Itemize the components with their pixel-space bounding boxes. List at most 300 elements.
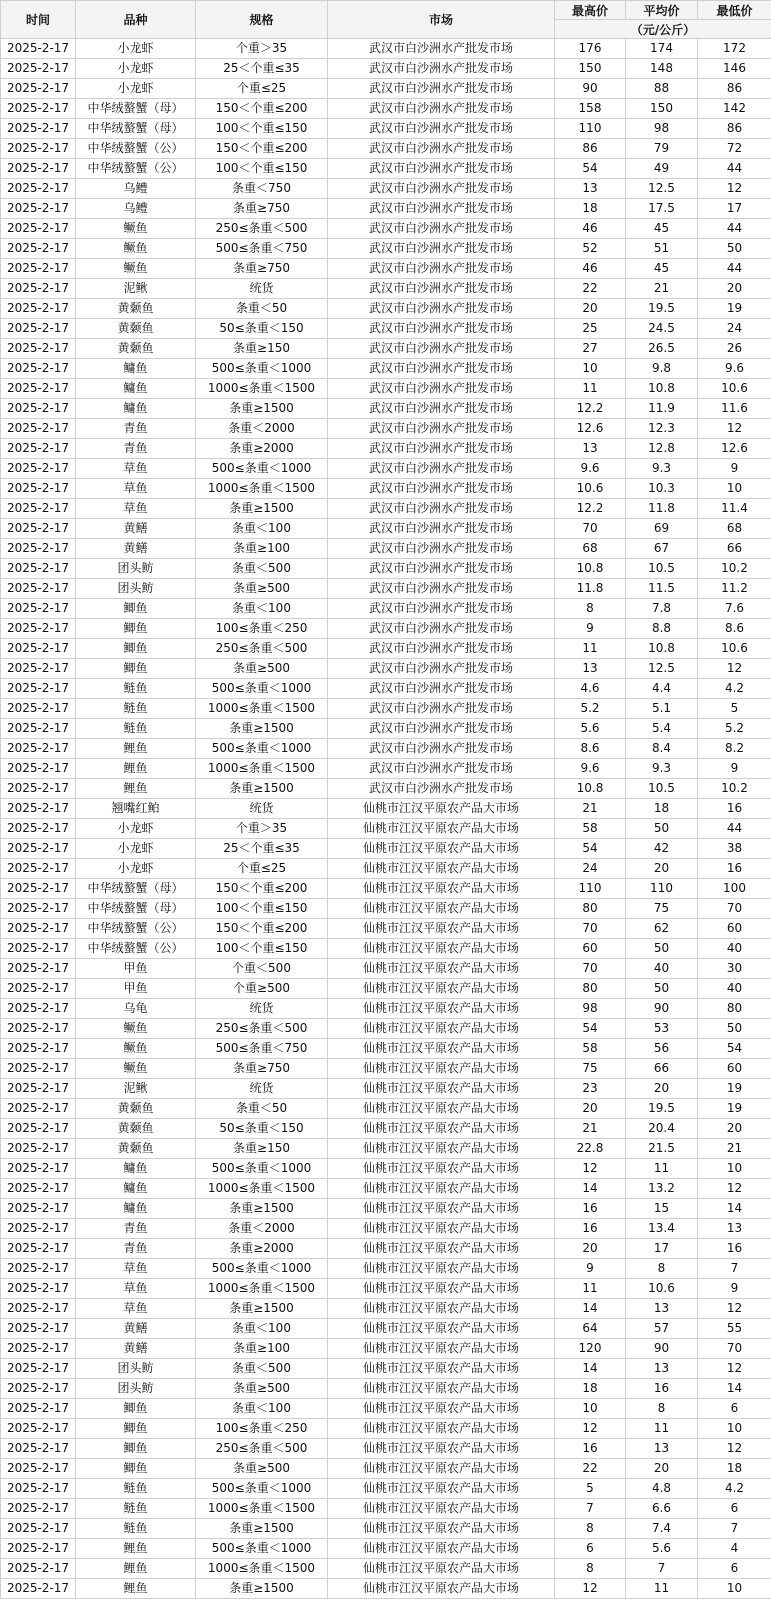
- avg-price-cell: 7.8: [626, 599, 698, 619]
- avg-price-cell: 49: [626, 159, 698, 179]
- variety-cell: 鲫鱼: [76, 619, 196, 639]
- avg-price-cell: 18: [626, 799, 698, 819]
- spec-cell: 条重≥2000: [196, 439, 328, 459]
- max-price-cell: 158: [555, 99, 626, 119]
- avg-price-cell: 20.4: [626, 1119, 698, 1139]
- max-price-cell: 23: [555, 1079, 626, 1099]
- table-row: [1, 1559, 771, 1579]
- table-row: [1, 599, 771, 619]
- min-price-cell: 12: [698, 1359, 771, 1379]
- date-cell: 2025-2-17: [1, 819, 76, 839]
- spec-cell: 条重＜2000: [196, 1219, 328, 1239]
- min-price-cell: 4: [698, 1539, 771, 1559]
- table-row: [1, 1459, 771, 1479]
- date-cell: 2025-2-17: [1, 959, 76, 979]
- min-price-cell: 12: [698, 179, 771, 199]
- max-price-cell: 20: [555, 1239, 626, 1259]
- market-cell: 武汉市白沙洲水产批发市场: [328, 79, 555, 99]
- avg-price-cell: 13: [626, 1359, 698, 1379]
- market-cell: 仙桃市江汉平原农产品大市场: [328, 1399, 555, 1419]
- table-row: [1, 1079, 771, 1099]
- max-price-cell: 70: [555, 959, 626, 979]
- min-price-cell: 10.2: [698, 779, 771, 799]
- max-price-cell: 120: [555, 1339, 626, 1359]
- avg-price-cell: 7: [626, 1559, 698, 1579]
- market-cell: 武汉市白沙洲水产批发市场: [328, 239, 555, 259]
- date-cell: 2025-2-17: [1, 659, 76, 679]
- date-cell: 2025-2-17: [1, 859, 76, 879]
- market-cell: 仙桃市江汉平原农产品大市场: [328, 1519, 555, 1539]
- min-price-cell: 18: [698, 1459, 771, 1479]
- min-price-cell: 40: [698, 979, 771, 999]
- table-row: [1, 919, 771, 939]
- max-price-cell: 52: [555, 239, 626, 259]
- spec-cell: 1000≤条重＜1500: [196, 699, 328, 719]
- date-cell: 2025-2-17: [1, 419, 76, 439]
- spec-cell: 个重≤25: [196, 859, 328, 879]
- variety-cell: 乌龟: [76, 999, 196, 1019]
- market-cell: 武汉市白沙洲水产批发市场: [328, 219, 555, 239]
- table-row: [1, 1539, 771, 1559]
- spec-cell: 100＜个重≤150: [196, 939, 328, 959]
- market-cell: 仙桃市江汉平原农产品大市场: [328, 819, 555, 839]
- variety-cell: 鲤鱼: [76, 1579, 196, 1599]
- market-cell: 仙桃市江汉平原农产品大市场: [328, 1219, 555, 1239]
- spec-cell: 1000≤条重＜1500: [196, 759, 328, 779]
- avg-price-cell: 21.5: [626, 1139, 698, 1159]
- variety-cell: 甲鱼: [76, 959, 196, 979]
- min-price-cell: 66: [698, 539, 771, 559]
- max-price-cell: 12: [555, 1159, 626, 1179]
- avg-price-cell: 9.3: [626, 459, 698, 479]
- date-cell: 2025-2-17: [1, 1279, 76, 1299]
- table-row: [1, 79, 771, 99]
- variety-cell: 乌鳢: [76, 199, 196, 219]
- market-cell: 仙桃市江汉平原农产品大市场: [328, 1559, 555, 1579]
- variety-cell: 中华绒螯蟹（公）: [76, 159, 196, 179]
- max-price-cell: 24: [555, 859, 626, 879]
- min-price-cell: 5: [698, 699, 771, 719]
- spec-cell: 条重＜50: [196, 1099, 328, 1119]
- spec-cell: 250≤条重＜500: [196, 1439, 328, 1459]
- spec-cell: 50≤条重＜150: [196, 1119, 328, 1139]
- market-cell: 武汉市白沙洲水产批发市场: [328, 599, 555, 619]
- spec-cell: 100≤条重＜250: [196, 1419, 328, 1439]
- max-price-cell: 6: [555, 1539, 626, 1559]
- max-price-cell: 11: [555, 1279, 626, 1299]
- variety-cell: 黄颡鱼: [76, 1119, 196, 1139]
- max-price-cell: 4.6: [555, 679, 626, 699]
- date-cell: 2025-2-17: [1, 879, 76, 899]
- min-price-cell: 9: [698, 759, 771, 779]
- min-price-cell: 12: [698, 1179, 771, 1199]
- spec-cell: 500≤条重＜1000: [196, 1259, 328, 1279]
- table-row: [1, 279, 771, 299]
- market-cell: 仙桃市江汉平原农产品大市场: [328, 1579, 555, 1599]
- date-cell: 2025-2-17: [1, 779, 76, 799]
- market-cell: 仙桃市江汉平原农产品大市场: [328, 1379, 555, 1399]
- variety-cell: 黄颡鱼: [76, 1099, 196, 1119]
- market-cell: 仙桃市江汉平原农产品大市场: [328, 1299, 555, 1319]
- min-price-cell: 80: [698, 999, 771, 1019]
- market-cell: 武汉市白沙洲水产批发市场: [328, 99, 555, 119]
- variety-cell: 鳙鱼: [76, 1159, 196, 1179]
- avg-price-cell: 8.4: [626, 739, 698, 759]
- spec-cell: 统货: [196, 999, 328, 1019]
- date-cell: 2025-2-17: [1, 739, 76, 759]
- date-cell: 2025-2-17: [1, 1139, 76, 1159]
- table-row: [1, 699, 771, 719]
- date-cell: 2025-2-17: [1, 1359, 76, 1379]
- market-cell: 武汉市白沙洲水产批发市场: [328, 59, 555, 79]
- min-price-cell: 172: [698, 39, 771, 59]
- market-cell: 仙桃市江汉平原农产品大市场: [328, 1319, 555, 1339]
- market-cell: 仙桃市江汉平原农产品大市场: [328, 1419, 555, 1439]
- table-row: [1, 199, 771, 219]
- table-row: [1, 299, 771, 319]
- max-price-cell: 54: [555, 839, 626, 859]
- max-price-cell: 9: [555, 619, 626, 639]
- avg-price-cell: 45: [626, 219, 698, 239]
- spec-cell: 条重≥1500: [196, 779, 328, 799]
- table-row: [1, 359, 771, 379]
- market-cell: 武汉市白沙洲水产批发市场: [328, 519, 555, 539]
- spec-cell: 条重≥150: [196, 1139, 328, 1159]
- spec-cell: 250≤条重＜500: [196, 639, 328, 659]
- max-price-cell: 54: [555, 1019, 626, 1039]
- variety-cell: 泥鳅: [76, 279, 196, 299]
- avg-price-cell: 11: [626, 1419, 698, 1439]
- avg-price-cell: 19.5: [626, 1099, 698, 1119]
- spec-cell: 条重＜100: [196, 1399, 328, 1419]
- max-price-cell: 14: [555, 1299, 626, 1319]
- market-cell: 武汉市白沙洲水产批发市场: [328, 699, 555, 719]
- avg-price-cell: 174: [626, 39, 698, 59]
- avg-price-cell: 17.5: [626, 199, 698, 219]
- date-cell: 2025-2-17: [1, 179, 76, 199]
- market-cell: 仙桃市江汉平原农产品大市场: [328, 1539, 555, 1559]
- avg-price-cell: 5.1: [626, 699, 698, 719]
- variety-cell: 鲢鱼: [76, 719, 196, 739]
- date-cell: 2025-2-17: [1, 1519, 76, 1539]
- min-price-cell: 146: [698, 59, 771, 79]
- avg-price-cell: 50: [626, 819, 698, 839]
- market-cell: 仙桃市江汉平原农产品大市场: [328, 1059, 555, 1079]
- spec-cell: 500≤条重＜1000: [196, 1479, 328, 1499]
- date-cell: 2025-2-17: [1, 1539, 76, 1559]
- min-price-cell: 8.2: [698, 739, 771, 759]
- spec-cell: 100＜个重≤150: [196, 899, 328, 919]
- spec-cell: 条重＜100: [196, 519, 328, 539]
- min-price-cell: 9: [698, 1279, 771, 1299]
- spec-cell: 50≤条重＜150: [196, 319, 328, 339]
- market-cell: 武汉市白沙洲水产批发市场: [328, 179, 555, 199]
- min-price-cell: 14: [698, 1379, 771, 1399]
- date-cell: 2025-2-17: [1, 359, 76, 379]
- avg-price-cell: 8: [626, 1399, 698, 1419]
- market-cell: 仙桃市江汉平原农产品大市场: [328, 1339, 555, 1359]
- market-cell: 武汉市白沙洲水产批发市场: [328, 319, 555, 339]
- market-cell: 仙桃市江汉平原农产品大市场: [328, 839, 555, 859]
- spec-cell: 250≤条重＜500: [196, 219, 328, 239]
- min-price-cell: 16: [698, 799, 771, 819]
- market-cell: 武汉市白沙洲水产批发市场: [328, 359, 555, 379]
- spec-cell: 条重≥500: [196, 579, 328, 599]
- market-cell: 武汉市白沙洲水产批发市场: [328, 279, 555, 299]
- table-row: [1, 979, 771, 999]
- market-cell: 仙桃市江汉平原农产品大市场: [328, 1159, 555, 1179]
- max-price-cell: 12: [555, 1579, 626, 1599]
- avg-price-cell: 5.4: [626, 719, 698, 739]
- table-row: [1, 519, 771, 539]
- market-cell: 武汉市白沙洲水产批发市场: [328, 139, 555, 159]
- max-price-cell: 98: [555, 999, 626, 1019]
- avg-price-cell: 50: [626, 939, 698, 959]
- avg-price-cell: 10.8: [626, 379, 698, 399]
- avg-price-cell: 19.5: [626, 299, 698, 319]
- min-price-cell: 60: [698, 919, 771, 939]
- variety-cell: 团头鲂: [76, 1359, 196, 1379]
- spec-cell: 条重≥1500: [196, 1519, 328, 1539]
- market-cell: 武汉市白沙洲水产批发市场: [328, 539, 555, 559]
- variety-cell: 黄鳝: [76, 519, 196, 539]
- avg-price-cell: 62: [626, 919, 698, 939]
- max-price-cell: 46: [555, 219, 626, 239]
- min-price-cell: 12.6: [698, 439, 771, 459]
- avg-price-cell: 10.8: [626, 639, 698, 659]
- min-price-cell: 20: [698, 1119, 771, 1139]
- min-price-cell: 7: [698, 1259, 771, 1279]
- avg-price-cell: 20: [626, 859, 698, 879]
- max-price-cell: 110: [555, 879, 626, 899]
- spec-cell: 条重≥1500: [196, 1299, 328, 1319]
- spec-cell: 条重≥750: [196, 199, 328, 219]
- avg-price-cell: 11.8: [626, 499, 698, 519]
- max-price-cell: 13: [555, 439, 626, 459]
- table-row: [1, 879, 771, 899]
- table-row: [1, 39, 771, 59]
- min-price-cell: 6: [698, 1499, 771, 1519]
- spec-cell: 100＜个重≤150: [196, 159, 328, 179]
- date-cell: 2025-2-17: [1, 499, 76, 519]
- avg-price-cell: 11.9: [626, 399, 698, 419]
- market-cell: 仙桃市江汉平原农产品大市场: [328, 1479, 555, 1499]
- max-price-cell: 21: [555, 799, 626, 819]
- date-cell: 2025-2-17: [1, 679, 76, 699]
- avg-price-cell: 40: [626, 959, 698, 979]
- min-price-cell: 142: [698, 99, 771, 119]
- spec-cell: 条重≥1500: [196, 719, 328, 739]
- date-cell: 2025-2-17: [1, 39, 76, 59]
- date-cell: 2025-2-17: [1, 399, 76, 419]
- table-row: [1, 219, 771, 239]
- date-cell: 2025-2-17: [1, 139, 76, 159]
- header-min-price: 最低价: [698, 1, 771, 20]
- table-row: [1, 639, 771, 659]
- avg-price-cell: 8.8: [626, 619, 698, 639]
- min-price-cell: 40: [698, 939, 771, 959]
- max-price-cell: 68: [555, 539, 626, 559]
- avg-price-cell: 88: [626, 79, 698, 99]
- spec-cell: 统货: [196, 279, 328, 299]
- avg-price-cell: 6.6: [626, 1499, 698, 1519]
- spec-cell: 条重≥100: [196, 1339, 328, 1359]
- max-price-cell: 58: [555, 819, 626, 839]
- table-row: [1, 719, 771, 739]
- max-price-cell: 12.6: [555, 419, 626, 439]
- spec-cell: 150＜个重≤200: [196, 139, 328, 159]
- variety-cell: 鲢鱼: [76, 1479, 196, 1499]
- table-row: [1, 459, 771, 479]
- avg-price-cell: 110: [626, 879, 698, 899]
- variety-cell: 黄颡鱼: [76, 339, 196, 359]
- table-row: [1, 379, 771, 399]
- avg-price-cell: 56: [626, 1039, 698, 1059]
- avg-price-cell: 13: [626, 1299, 698, 1319]
- header-unit: （元/公斤）: [555, 20, 771, 39]
- avg-price-cell: 90: [626, 1339, 698, 1359]
- max-price-cell: 12: [555, 1419, 626, 1439]
- market-cell: 武汉市白沙洲水产批发市场: [328, 479, 555, 499]
- date-cell: 2025-2-17: [1, 119, 76, 139]
- min-price-cell: 10: [698, 1419, 771, 1439]
- variety-cell: 中华绒螯蟹（公）: [76, 919, 196, 939]
- min-price-cell: 12: [698, 419, 771, 439]
- spec-cell: 1000≤条重＜1500: [196, 1179, 328, 1199]
- market-cell: 武汉市白沙洲水产批发市场: [328, 399, 555, 419]
- max-price-cell: 176: [555, 39, 626, 59]
- market-cell: 武汉市白沙洲水产批发市场: [328, 499, 555, 519]
- table-row: [1, 619, 771, 639]
- spec-cell: 个重＞35: [196, 39, 328, 59]
- market-cell: 武汉市白沙洲水产批发市场: [328, 339, 555, 359]
- market-cell: 仙桃市江汉平原农产品大市场: [328, 1459, 555, 1479]
- min-price-cell: 6: [698, 1559, 771, 1579]
- table-row: [1, 479, 771, 499]
- market-cell: 仙桃市江汉平原农产品大市场: [328, 959, 555, 979]
- variety-cell: 鲫鱼: [76, 1399, 196, 1419]
- spec-cell: 条重≥1500: [196, 499, 328, 519]
- min-price-cell: 19: [698, 299, 771, 319]
- avg-price-cell: 9.8: [626, 359, 698, 379]
- date-cell: 2025-2-17: [1, 1119, 76, 1139]
- variety-cell: 鲢鱼: [76, 1519, 196, 1539]
- spec-cell: 条重＜100: [196, 1319, 328, 1339]
- variety-cell: 草鱼: [76, 1279, 196, 1299]
- max-price-cell: 11: [555, 379, 626, 399]
- table-row: [1, 539, 771, 559]
- header-avg-price: 平均价: [626, 1, 698, 20]
- date-cell: 2025-2-17: [1, 1419, 76, 1439]
- avg-price-cell: 79: [626, 139, 698, 159]
- min-price-cell: 100: [698, 879, 771, 899]
- market-cell: 仙桃市江汉平原农产品大市场: [328, 1199, 555, 1219]
- avg-price-cell: 42: [626, 839, 698, 859]
- variety-cell: 草鱼: [76, 1299, 196, 1319]
- spec-cell: 个重≤25: [196, 79, 328, 99]
- spec-cell: 条重≥750: [196, 1059, 328, 1079]
- avg-price-cell: 4.8: [626, 1479, 698, 1499]
- avg-price-cell: 7.4: [626, 1519, 698, 1539]
- min-price-cell: 72: [698, 139, 771, 159]
- spec-cell: 150＜个重≤200: [196, 919, 328, 939]
- table-row: [1, 1099, 771, 1119]
- date-cell: 2025-2-17: [1, 1019, 76, 1039]
- table-row: [1, 739, 771, 759]
- market-cell: 仙桃市江汉平原农产品大市场: [328, 939, 555, 959]
- min-price-cell: 10.6: [698, 379, 771, 399]
- table-row: [1, 1519, 771, 1539]
- market-cell: 武汉市白沙洲水产批发市场: [328, 199, 555, 219]
- max-price-cell: 150: [555, 59, 626, 79]
- min-price-cell: 19: [698, 1099, 771, 1119]
- variety-cell: 黄鳝: [76, 1319, 196, 1339]
- date-cell: 2025-2-17: [1, 59, 76, 79]
- date-cell: 2025-2-17: [1, 479, 76, 499]
- min-price-cell: 5.2: [698, 719, 771, 739]
- min-price-cell: 54: [698, 1039, 771, 1059]
- spec-cell: 250≤条重＜500: [196, 1019, 328, 1039]
- spec-cell: 条重≥1500: [196, 399, 328, 419]
- min-price-cell: 4.2: [698, 679, 771, 699]
- date-cell: 2025-2-17: [1, 919, 76, 939]
- date-cell: 2025-2-17: [1, 299, 76, 319]
- variety-cell: 甲鱼: [76, 979, 196, 999]
- variety-cell: 鳙鱼: [76, 359, 196, 379]
- market-cell: 武汉市白沙洲水产批发市场: [328, 159, 555, 179]
- spec-cell: 条重≥500: [196, 659, 328, 679]
- market-cell: 仙桃市江汉平原农产品大市场: [328, 1359, 555, 1379]
- variety-cell: 鲢鱼: [76, 699, 196, 719]
- min-price-cell: 10: [698, 1159, 771, 1179]
- date-cell: 2025-2-17: [1, 1179, 76, 1199]
- market-cell: 仙桃市江汉平原农产品大市场: [328, 999, 555, 1019]
- max-price-cell: 8: [555, 1559, 626, 1579]
- variety-cell: 鲤鱼: [76, 739, 196, 759]
- avg-price-cell: 20: [626, 1079, 698, 1099]
- min-price-cell: 17: [698, 199, 771, 219]
- max-price-cell: 9: [555, 1259, 626, 1279]
- market-cell: 仙桃市江汉平原农产品大市场: [328, 879, 555, 899]
- avg-price-cell: 53: [626, 1019, 698, 1039]
- max-price-cell: 10.8: [555, 559, 626, 579]
- market-cell: 仙桃市江汉平原农产品大市场: [328, 919, 555, 939]
- table-header: [1, 1, 771, 39]
- min-price-cell: 19: [698, 1079, 771, 1099]
- date-cell: 2025-2-17: [1, 559, 76, 579]
- variety-cell: 中华绒螯蟹（母）: [76, 879, 196, 899]
- min-price-cell: 86: [698, 119, 771, 139]
- table-row: [1, 1399, 771, 1419]
- date-cell: 2025-2-17: [1, 539, 76, 559]
- spec-cell: 500≤条重＜1000: [196, 359, 328, 379]
- date-cell: 2025-2-17: [1, 999, 76, 1019]
- date-cell: 2025-2-17: [1, 339, 76, 359]
- date-cell: 2025-2-17: [1, 1499, 76, 1519]
- date-cell: 2025-2-17: [1, 1339, 76, 1359]
- variety-cell: 草鱼: [76, 499, 196, 519]
- min-price-cell: 44: [698, 219, 771, 239]
- max-price-cell: 21: [555, 1119, 626, 1139]
- max-price-cell: 64: [555, 1319, 626, 1339]
- min-price-cell: 50: [698, 1019, 771, 1039]
- date-cell: 2025-2-17: [1, 219, 76, 239]
- table-row: [1, 799, 771, 819]
- variety-cell: 鳜鱼: [76, 1019, 196, 1039]
- avg-price-cell: 10.3: [626, 479, 698, 499]
- variety-cell: 鳜鱼: [76, 219, 196, 239]
- date-cell: 2025-2-17: [1, 1099, 76, 1119]
